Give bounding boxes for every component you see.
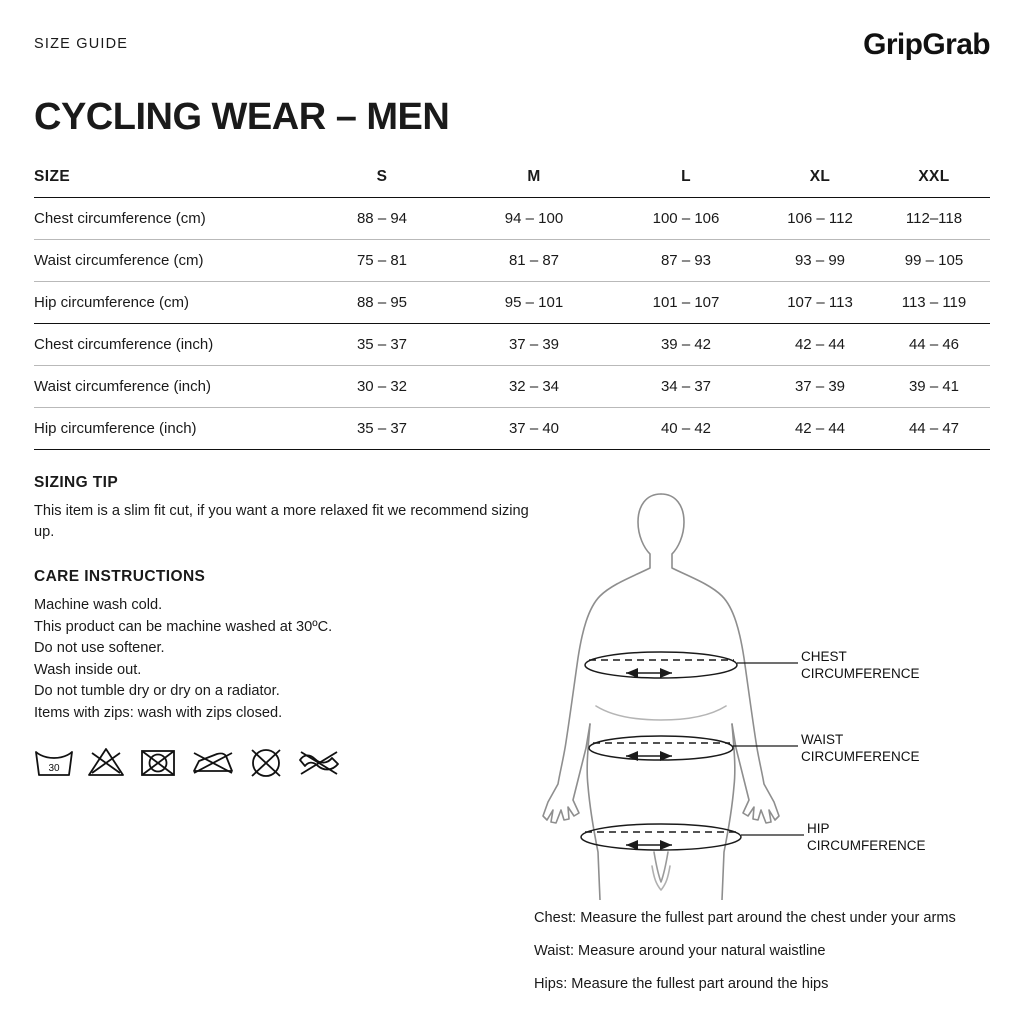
cell-xxl: 44 – 46 bbox=[878, 323, 990, 365]
care-instructions-block bbox=[34, 568, 534, 778]
cell-xxl: 39 – 41 bbox=[878, 365, 990, 407]
table-row bbox=[34, 407, 990, 449]
page-header bbox=[34, 30, 990, 70]
col-header-m: M bbox=[527, 167, 541, 185]
cell-m: 95 – 101 bbox=[458, 281, 610, 323]
col-header-xl: XL bbox=[809, 167, 831, 185]
sizing-tip-body: This item is a slim fit cut, if you want a more relaxed fit we recommend sizing up. bbox=[34, 502, 529, 540]
cell-xl: 93 – 99 bbox=[762, 239, 878, 281]
info-column bbox=[34, 474, 534, 1007]
cell-xl: 37 – 39 bbox=[762, 365, 878, 407]
cell-xl: 107 – 113 bbox=[762, 281, 878, 323]
hip-measure-loop bbox=[581, 824, 741, 850]
cell-s: 35 – 37 bbox=[306, 407, 458, 449]
cell-m: 37 – 40 bbox=[458, 407, 610, 449]
chest-measure-loop bbox=[585, 652, 737, 678]
care-symbols bbox=[34, 746, 534, 778]
cell-l: 34 – 37 bbox=[610, 365, 762, 407]
sizing-tip-block bbox=[34, 474, 534, 542]
table-header-row bbox=[34, 168, 990, 198]
do-not-wring-icon bbox=[296, 746, 342, 778]
cell-xxl: 112–118 bbox=[878, 197, 990, 239]
measurement-notes bbox=[534, 908, 990, 995]
cell-s: 88 – 95 bbox=[306, 281, 458, 323]
cell-xxl: 44 – 47 bbox=[878, 407, 990, 449]
cell-l: 101 – 107 bbox=[610, 281, 762, 323]
col-header-s: S bbox=[376, 167, 388, 185]
cell-xl: 42 – 44 bbox=[762, 407, 878, 449]
row-label: Hip circumference (inch) bbox=[34, 407, 306, 449]
care-line: Machine wash cold. bbox=[34, 597, 163, 614]
sizing-tip-heading: SIZING TIP bbox=[34, 473, 119, 491]
col-header-size: SIZE bbox=[34, 167, 71, 185]
cell-m: 81 – 87 bbox=[458, 239, 610, 281]
care-line: This product can be machine washed at 30ºC. bbox=[34, 618, 333, 635]
size-table bbox=[34, 168, 990, 450]
row-label: Waist circumference (inch) bbox=[34, 365, 306, 407]
row-label: Chest circumference (inch) bbox=[34, 323, 306, 365]
cell-xl: 42 – 44 bbox=[762, 323, 878, 365]
machine-wash-30-icon bbox=[34, 746, 74, 778]
table-row bbox=[34, 323, 990, 365]
page-title: CYCLING WEAR – MEN bbox=[34, 96, 450, 138]
measurement-figure-column bbox=[534, 474, 990, 1007]
waist-measure-loop bbox=[589, 736, 733, 761]
cell-l: 100 – 106 bbox=[610, 197, 762, 239]
cell-s: 35 – 37 bbox=[306, 323, 458, 365]
do-not-tumble-dry-icon bbox=[138, 746, 178, 778]
note-waist: Waist: Measure around your natural waistline bbox=[534, 943, 826, 960]
cell-m: 37 – 39 bbox=[458, 323, 610, 365]
kicker-label: SIZE GUIDE bbox=[34, 36, 129, 52]
size-table-head bbox=[34, 168, 990, 198]
brand-logo: GripGrab bbox=[863, 28, 990, 61]
table-row bbox=[34, 281, 990, 323]
cell-s: 75 – 81 bbox=[306, 239, 458, 281]
row-label: Hip circumference (cm) bbox=[34, 281, 306, 323]
do-not-iron-icon bbox=[190, 746, 236, 778]
care-line: Items with zips: wash with zips closed. bbox=[34, 704, 283, 721]
row-label: Chest circumference (cm) bbox=[34, 197, 306, 239]
cell-m: 32 – 34 bbox=[458, 365, 610, 407]
cell-s: 88 – 94 bbox=[306, 197, 458, 239]
table-row bbox=[34, 239, 990, 281]
table-row bbox=[34, 197, 990, 239]
hip-label: HIP CIRCUMFERENCE bbox=[807, 820, 926, 854]
cell-s: 30 – 32 bbox=[306, 365, 458, 407]
cell-l: 87 – 93 bbox=[610, 239, 762, 281]
waist-label: WAIST CIRCUMFERENCE bbox=[801, 731, 920, 765]
wash-temp-text: 30 bbox=[48, 762, 60, 774]
col-header-xxl: XXL bbox=[918, 167, 950, 185]
do-not-dryclean-icon bbox=[248, 746, 284, 778]
note-hips: Hips: Measure the fullest part around the hips bbox=[534, 976, 829, 993]
cell-xl: 106 – 112 bbox=[762, 197, 878, 239]
body-figure bbox=[534, 480, 990, 900]
size-table-body bbox=[34, 197, 990, 449]
chest-label: CHEST CIRCUMFERENCE bbox=[801, 648, 920, 682]
note-chest: Chest: Measure the fullest part around the chest under your arms bbox=[534, 909, 956, 926]
cell-l: 39 – 42 bbox=[610, 323, 762, 365]
row-label: Waist circumference (cm) bbox=[34, 239, 306, 281]
cell-xxl: 113 – 119 bbox=[878, 281, 990, 323]
care-line: Do not tumble dry or dry on a radiator. bbox=[34, 683, 280, 700]
lower-section bbox=[34, 474, 990, 1007]
cell-l: 40 – 42 bbox=[610, 407, 762, 449]
cell-m: 94 – 100 bbox=[458, 197, 610, 239]
cell-xxl: 99 – 105 bbox=[878, 239, 990, 281]
table-row bbox=[34, 365, 990, 407]
care-line: Do not use softener. bbox=[34, 640, 165, 657]
col-header-l: L bbox=[681, 167, 691, 185]
do-not-bleach-icon bbox=[86, 746, 126, 778]
care-heading: CARE INSTRUCTIONS bbox=[34, 568, 206, 586]
care-line: Wash inside out. bbox=[34, 661, 142, 678]
